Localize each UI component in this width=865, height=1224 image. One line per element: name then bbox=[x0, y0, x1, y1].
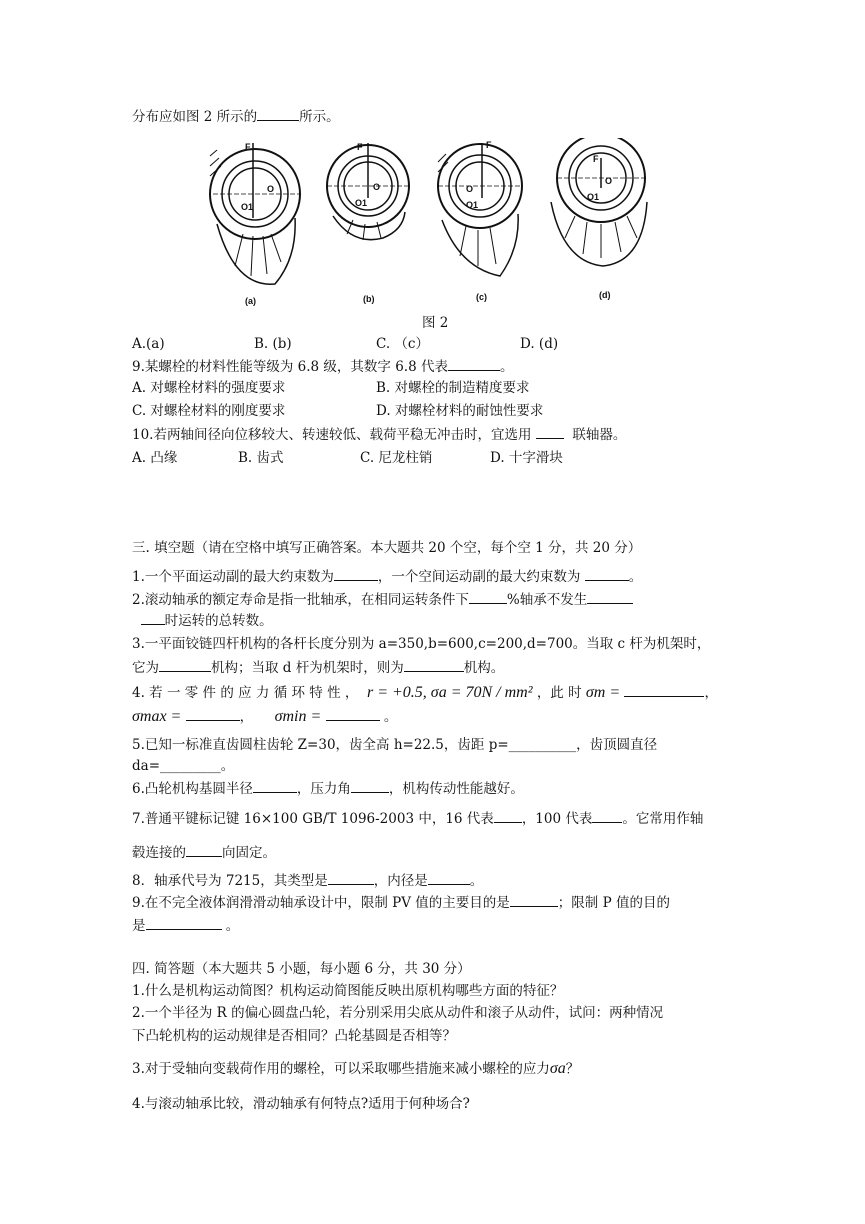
q9-options-row1 bbox=[132, 378, 530, 398]
intro-line: 分布应如图 2 所示的 所示。 bbox=[132, 106, 340, 127]
svg-text:O1: O1 bbox=[466, 200, 479, 210]
option-a[interactable]: A. 对螺栓材料的强度要求 bbox=[132, 380, 286, 396]
answer-blank[interactable] bbox=[404, 657, 464, 672]
svg-text:O: O bbox=[466, 184, 474, 194]
s4-q2: 2.一个半径为 R 的偏心圆盘凸轮，若分别采用尖底从动件和滚子从动件，试问：两种情况 bbox=[132, 1005, 664, 1021]
option-b[interactable]: B. 齿式 bbox=[238, 450, 284, 466]
s3-q7-cont: 毂连接的 向固定。 bbox=[132, 842, 276, 863]
s3-q3: 3.一平面铰链四杆机构的各杆长度分别为 a=350,b=600,c=200,d=700。当取 c 杆为机架时， bbox=[132, 636, 711, 652]
svg-text:O: O bbox=[267, 184, 275, 194]
s3-q5-cont: da=_________。 bbox=[132, 758, 235, 774]
q8-options bbox=[132, 334, 558, 354]
answer-blank[interactable] bbox=[448, 356, 500, 371]
option-c[interactable]: C. （c） bbox=[376, 336, 429, 352]
answer-blank[interactable] bbox=[624, 682, 704, 697]
svg-text:(d): (d) bbox=[599, 290, 611, 300]
answer-blank[interactable] bbox=[587, 589, 633, 604]
s3-q6: 6.凸轮机构基圆半径 ，压力角 ，机构传动性能越好。 bbox=[132, 778, 524, 799]
option-c[interactable]: C. 尼龙柱销 bbox=[360, 450, 433, 466]
stress-formula: r = +0.5, σa = 70N / mm² bbox=[366, 684, 533, 701]
s3-q5: 5.已知一标准直齿圆柱齿轮 Z=30，齿全高 h=22.5，齿距 p=__________，齿顶圆直径 bbox=[132, 737, 658, 753]
s3-q1: 1.一个平面运动副的最大约束数为 ，一个空间运动副的最大约束数为 。 bbox=[132, 566, 642, 587]
option-a[interactable]: A. 凸缘 bbox=[132, 450, 178, 466]
svg-text:F: F bbox=[357, 142, 363, 152]
answer-blank[interactable] bbox=[141, 610, 165, 625]
svg-text:(c): (c) bbox=[476, 292, 487, 302]
svg-text:F: F bbox=[486, 140, 492, 150]
answer-blank[interactable] bbox=[159, 657, 211, 672]
option-d[interactable]: D. (d) bbox=[520, 336, 559, 352]
s3-q4: 4. 若 一 零 件 的 应 力 循 环 特 性 ， r = +0.5, σa = 70N / mm² ，此 时 σm = ， bbox=[132, 684, 718, 701]
answer-blank[interactable] bbox=[334, 566, 378, 581]
s4-q4: 4.与滚动轴承比较，滑动轴承有何特点?适用于何种场合? bbox=[132, 1096, 470, 1112]
answer-blank[interactable] bbox=[585, 566, 629, 581]
q9-stem: 9.某螺栓的材料性能等级为 6.8 级，其数字 6.8 代表 。 bbox=[132, 356, 513, 377]
section4-title: 四. 简答题（本大题共 5 小题，每小题 6 分，共 30 分） bbox=[132, 961, 471, 977]
answer-blank[interactable] bbox=[469, 589, 507, 604]
s3-q9-cont: 是 。 bbox=[132, 915, 239, 936]
svg-text:O: O bbox=[605, 176, 613, 186]
s3-q4-cont: σmax = ， σmin = 。 bbox=[132, 708, 398, 725]
option-b[interactable]: B. (b) bbox=[254, 336, 292, 352]
svg-text:O1: O1 bbox=[355, 198, 368, 208]
answer-blank[interactable] bbox=[510, 892, 558, 907]
panel-c bbox=[438, 140, 522, 302]
s3-q2: 2.滚动轴承的额定寿命是指一批轴承，在相同运转条件下 %轴承不发生 bbox=[132, 589, 633, 610]
svg-text:(a): (a) bbox=[245, 296, 256, 306]
panel-d bbox=[551, 138, 647, 300]
option-a[interactable]: A.(a) bbox=[132, 336, 165, 352]
s3-q2-cont: 时运转的总转数。 bbox=[132, 610, 273, 631]
s3-q9: 9.在不完全液体润滑滑动轴承设计中，限制 PV 值的主要目的是 ；限制 P 值的目的 bbox=[132, 892, 670, 913]
option-d[interactable]: D. 对螺栓材料的耐蚀性要求 bbox=[376, 403, 544, 419]
svg-text:O1: O1 bbox=[241, 202, 254, 212]
answer-blank[interactable] bbox=[257, 106, 299, 121]
s4-q3: 3.对于受轴向变载荷作用的螺栓，可以采取哪些措施来减小螺栓的应力σa？ bbox=[132, 1060, 580, 1077]
s4-q1: 1.什么是机构运动简图？机构运动简图能反映出原机构哪些方面的特征？ bbox=[132, 983, 564, 999]
option-c[interactable]: C. 对螺栓材料的刚度要求 bbox=[132, 403, 286, 419]
option-d[interactable]: D. 十字滑块 bbox=[490, 450, 563, 466]
svg-text:F: F bbox=[245, 142, 251, 152]
svg-text:O1: O1 bbox=[587, 192, 600, 202]
answer-blank[interactable] bbox=[494, 808, 522, 823]
answer-blank[interactable] bbox=[326, 706, 380, 721]
svg-text:(b): (b) bbox=[363, 294, 375, 304]
panel-b bbox=[327, 142, 409, 304]
answer-blank[interactable] bbox=[328, 870, 374, 885]
q10-stem: 10.若两轴间径向位移较大、转速较低、载荷平稳无冲击时，宜选用 联轴器。 bbox=[132, 424, 626, 445]
svg-text:F: F bbox=[593, 154, 599, 164]
answer-blank[interactable] bbox=[592, 808, 622, 823]
s3-q7: 7.普通平键标记键 16×100 GB/T 1096-2003 中，16 代表 ，100 代表 。它常用作轴 bbox=[132, 808, 703, 829]
answer-blank[interactable] bbox=[536, 424, 564, 439]
s3-q3-cont: 它为 机构；当取 d 杆为机架时，则为 机构。 bbox=[132, 657, 504, 678]
answer-blank[interactable] bbox=[351, 778, 389, 793]
option-b[interactable]: B. 对螺栓的制造精度要求 bbox=[376, 380, 530, 396]
q10-options bbox=[132, 448, 563, 468]
panel-a bbox=[210, 142, 301, 306]
answer-blank[interactable] bbox=[428, 870, 470, 885]
answer-blank[interactable] bbox=[186, 706, 240, 721]
answer-blank[interactable] bbox=[146, 915, 222, 930]
q9-options-row2 bbox=[132, 401, 543, 421]
s3-q8: 8．轴承代号为 7215，其类型是 ，内径是 。 bbox=[132, 870, 483, 891]
bearing-pressure-figure bbox=[205, 138, 675, 310]
svg-text:O: O bbox=[373, 182, 381, 192]
s4-q2-cont: 下凸轮机构的运动规律是否相同？凸轮基圆是否相等？ bbox=[132, 1028, 456, 1044]
section3-title: 三. 填空题（请在空格中填写正确答案。本大题共 20 个空，每个空 1 分，共 20 分） bbox=[132, 540, 642, 556]
answer-blank[interactable] bbox=[186, 842, 222, 857]
answer-blank[interactable] bbox=[253, 778, 297, 793]
figure-caption: 图 2 bbox=[422, 315, 449, 331]
